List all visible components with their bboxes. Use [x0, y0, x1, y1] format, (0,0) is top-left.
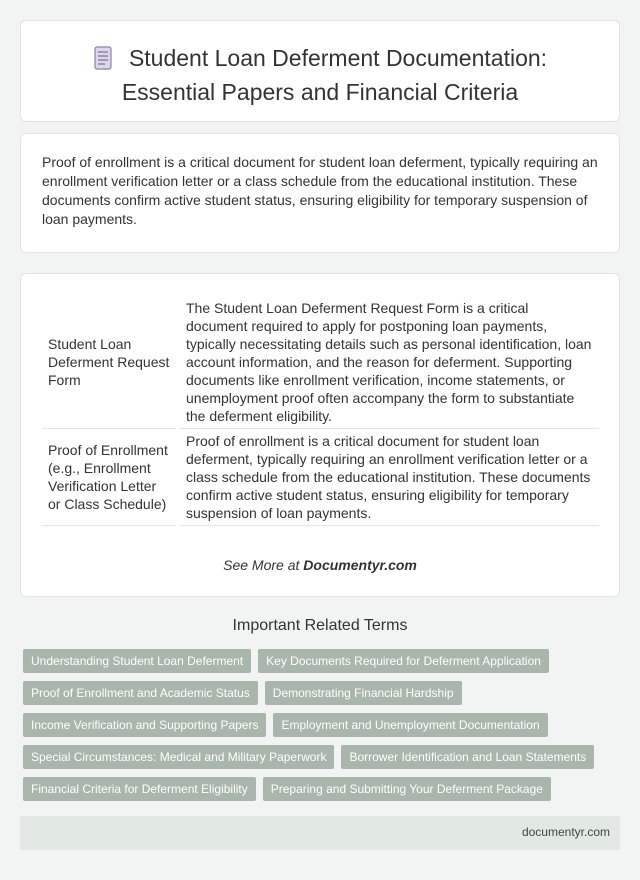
related-term-tag[interactable]: Proof of Enrollment and Academic Status — [23, 681, 258, 705]
document-term: Student Loan Deferment Request Form — [42, 296, 178, 429]
related-terms-list — [23, 649, 613, 809]
related-term-tag[interactable]: Understanding Student Loan Deferment — [23, 649, 251, 673]
see-more-prefix: See More at — [223, 557, 304, 573]
related-terms-title: Important Related Terms — [232, 617, 408, 634]
tag-row — [23, 649, 613, 673]
see-more-link[interactable] — [21, 557, 619, 573]
related-term-tag[interactable]: Special Circumstances: Medical and Military Paperwork — [23, 745, 334, 769]
tag-row — [23, 777, 613, 801]
documents-table — [42, 296, 599, 526]
related-term-tag[interactable]: Preparing and Submitting Your Deferment Package — [263, 777, 551, 801]
footer — [20, 816, 620, 850]
document-description: The Student Loan Deferment Request Form is a critical document required to apply for postponing loan payments, typically necessitating details such as personal identification, loan account information, and the reason for deferment. Supporting documents like enrollment verification, income statements, or unemployment proof often accompany the form to substantiate the deferment eligibility. — [178, 296, 599, 429]
document-icon — [93, 46, 113, 77]
title-line-1: Student Loan Deferment Documentation: — [128, 45, 548, 71]
related-term-tag[interactable]: Financial Criteria for Deferment Eligibility — [23, 777, 256, 801]
tag-row — [23, 681, 613, 705]
page-title — [21, 43, 619, 107]
document-term: Proof of Enrollment (e.g., Enrollment Verification Letter or Class Schedule) — [42, 429, 178, 526]
related-term-tag[interactable]: Income Verification and Supporting Papers — [23, 713, 266, 737]
related-term-tag[interactable]: Borrower Identification and Loan Statements — [341, 745, 594, 769]
table-row — [42, 296, 599, 429]
header-card — [20, 20, 620, 122]
documents-table-card — [20, 273, 620, 597]
document-description: Proof of enrollment is a critical document for student loan deferment, typically requiring an enrollment verification letter or a class schedule from the educational institution. These documents confirm active student status, ensuring eligibility for temporary suspension of loan payments. — [178, 429, 599, 526]
title-line-2: Essential Papers and Financial Criteria — [121, 79, 519, 105]
intro-text: Proof of enrollment is a critical document for student loan deferment, typically requiring an enrollment verification letter or a class schedule from the educational institution. These documents confirm active student status, ensuring eligibility for temporary suspension of loan payments. — [42, 154, 598, 227]
intro-card — [20, 133, 620, 253]
related-term-tag[interactable]: Key Documents Required for Deferment Application — [258, 649, 549, 673]
tag-row — [23, 713, 613, 737]
footer-site[interactable]: documentyr.com — [521, 825, 610, 839]
related-term-tag[interactable]: Demonstrating Financial Hardship — [265, 681, 462, 705]
tag-row — [23, 745, 613, 769]
related-term-tag[interactable]: Employment and Unemployment Documentation — [273, 713, 547, 737]
table-row — [42, 429, 599, 526]
see-more-site: Documentyr.com — [303, 557, 417, 573]
